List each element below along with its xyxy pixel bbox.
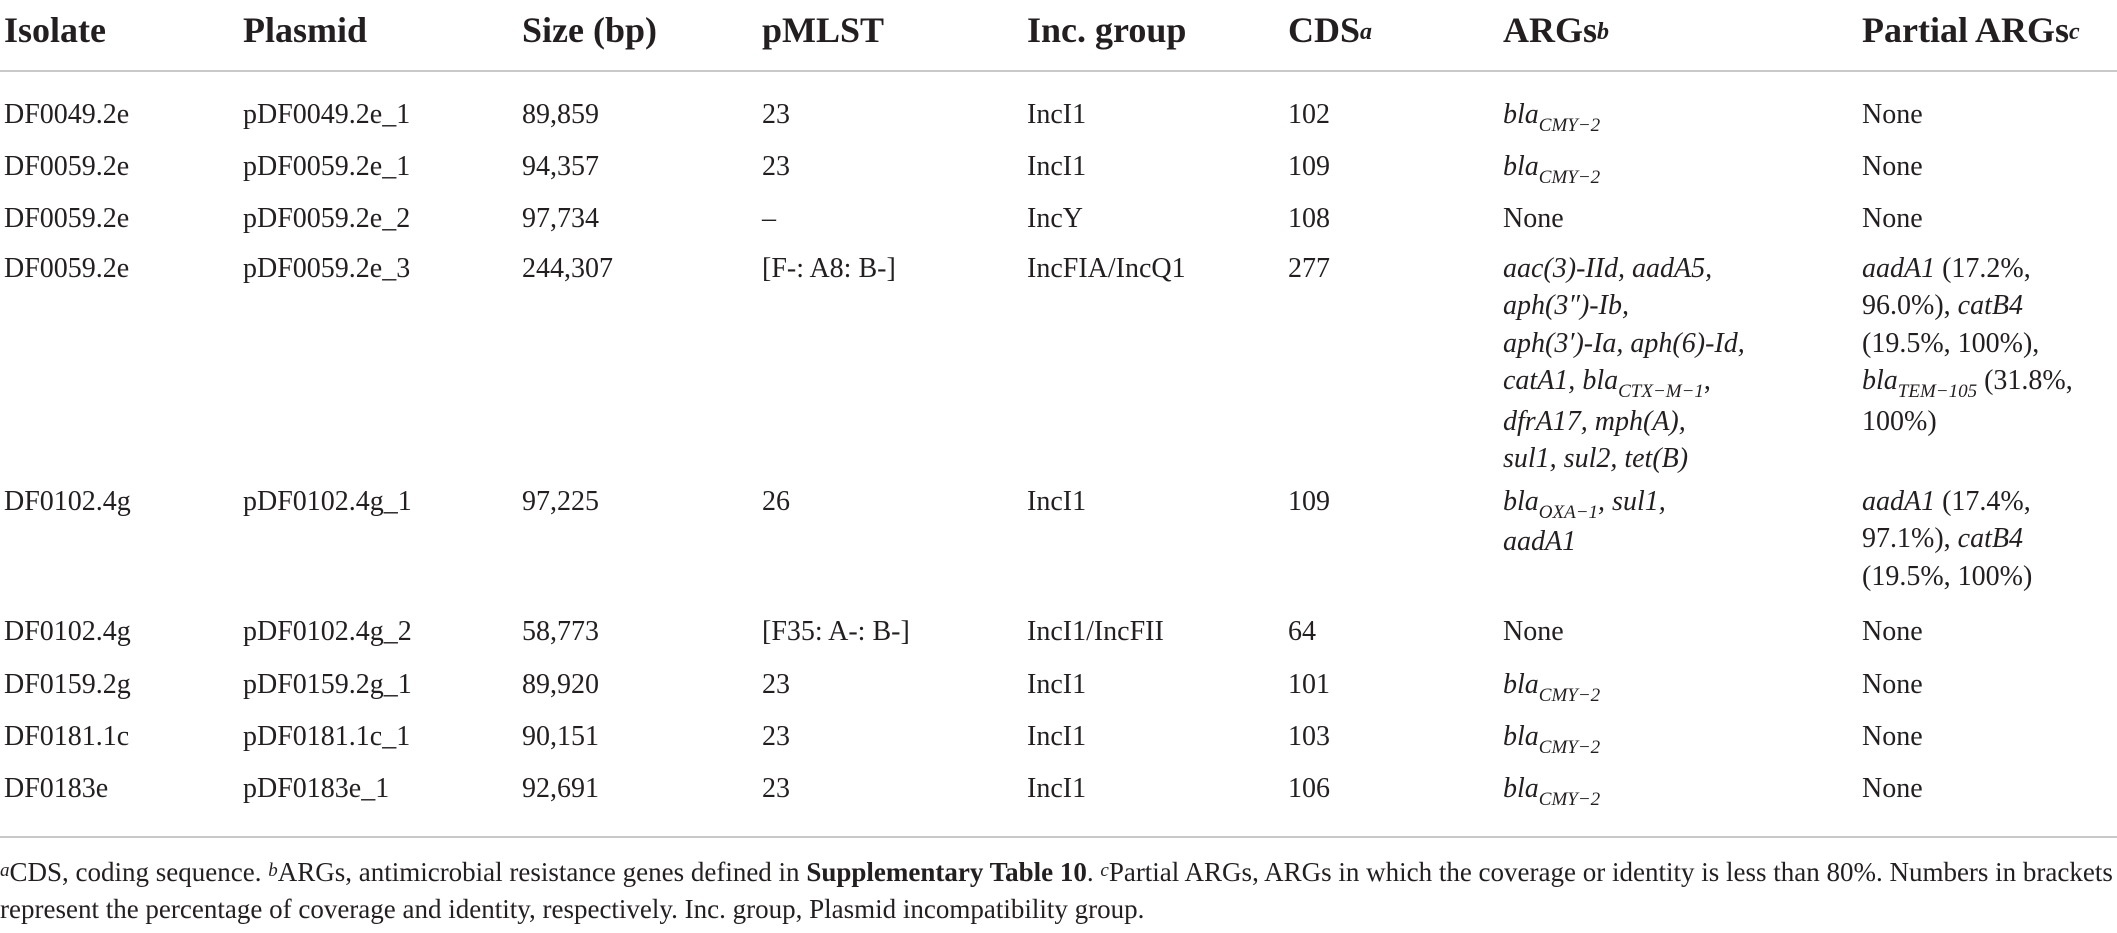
plasmid-cell: pDF0059.2e_3 xyxy=(243,253,411,284)
plasmid-cell: pDF0102.4g_1 xyxy=(243,486,412,517)
size-cell: 89,859 xyxy=(522,99,599,130)
partial-args-cell: None xyxy=(1862,721,1923,752)
pmlst-cell: 23 xyxy=(762,669,790,700)
cds-cell: 102 xyxy=(1288,99,1330,130)
pmlst-cell: 23 xyxy=(762,773,790,804)
isolate-cell: DF0183e xyxy=(4,773,109,804)
args-cell: bla$_{CMY-2}$ xyxy=(1503,721,1601,758)
args-cell: bla$_{OXA-1}$, sul1, aadA1 xyxy=(1503,486,1666,558)
cds-cell: 277 xyxy=(1288,253,1330,284)
header-inc-group: Inc. group xyxy=(1027,10,1187,50)
header-partial-args: Partial ARGs$^c$ xyxy=(1862,10,2080,50)
cds-cell: 106 xyxy=(1288,773,1330,804)
size-cell: 94,357 xyxy=(522,151,599,182)
plasmid-cell: pDF0049.2e_1 xyxy=(243,99,411,130)
plasmid-cell: pDF0059.2e_2 xyxy=(243,203,411,234)
inc-group-cell: IncI1 xyxy=(1027,773,1087,804)
args-cell: None xyxy=(1503,203,1564,234)
args-cell: bla$_{CMY-2}$ xyxy=(1503,151,1601,188)
isolate-cell: DF0102.4g xyxy=(4,616,131,647)
inc-group-cell: IncI1 xyxy=(1027,721,1087,752)
size-cell: 90,151 xyxy=(522,721,599,752)
inc-group-cell: IncI1 xyxy=(1027,99,1087,130)
supplementary-table-ref: Supplementary Table 10 xyxy=(806,857,1087,887)
size-cell: 244,307 xyxy=(522,253,613,284)
size-cell: 58,773 xyxy=(522,616,599,647)
plasmid-cell: pDF0102.4g_2 xyxy=(243,616,412,647)
pmlst-cell: [F35: A-: B-] xyxy=(762,616,910,647)
isolate-cell: DF0181.1c xyxy=(4,721,130,752)
args-cell: aac(3)-IId, aadA5, aph(3″)-Ib, aph(3′)-Ia, aph(6)-Id, catA1, bla$_{CTX-M-1}$, dfrA17, mph(A), sul1, sul2, tet(B) xyxy=(1503,253,1745,475)
isolate-cell: DF0102.4g xyxy=(4,486,131,517)
table-header xyxy=(0,0,2117,70)
cds-cell: 101 xyxy=(1288,669,1330,700)
cds-cell: 109 xyxy=(1288,151,1330,182)
args-cell: bla$_{CMY-2}$ xyxy=(1503,669,1601,706)
size-cell: 92,691 xyxy=(522,773,599,804)
inc-group-cell: IncI1 xyxy=(1027,669,1087,700)
isolate-cell: DF0059.2e xyxy=(4,151,130,182)
cds-cell: 103 xyxy=(1288,721,1330,752)
plasmid-cell: pDF0181.1c_1 xyxy=(243,721,411,752)
partial-args-cell: aadA1 (17.2%, 96.0%), catB4 (19.5%, 100%), bla$_{TEM-105}$ (31.8%, 100%) xyxy=(1862,253,2073,437)
header-isolate: Isolate xyxy=(4,10,106,50)
args-cell: bla$_{CMY-2}$ xyxy=(1503,773,1601,810)
size-cell: 97,734 xyxy=(522,203,599,234)
cds-cell: 108 xyxy=(1288,203,1330,234)
pmlst-cell: [F-: A8: B-] xyxy=(762,253,896,284)
partial-args-cell: None xyxy=(1862,616,1923,647)
header-args: ARGs$^b$ xyxy=(1503,10,1610,50)
plasmid-cell: pDF0159.2g_1 xyxy=(243,669,412,700)
isolate-cell: DF0049.2e xyxy=(4,99,130,130)
size-cell: 97,225 xyxy=(522,486,599,517)
size-cell: 89,920 xyxy=(522,669,599,700)
inc-group-cell: IncI1/IncFII xyxy=(1027,616,1164,647)
cds-cell: 64 xyxy=(1288,616,1316,647)
partial-args-cell: aadA1 (17.4%, 97.1%), catB4 (19.5%, 100%) xyxy=(1862,486,2033,592)
plasmid-cell: pDF0059.2e_1 xyxy=(243,151,411,182)
pmlst-cell: 23 xyxy=(762,721,790,752)
header-size: Size (bp) xyxy=(522,10,657,50)
inc-group-cell: IncFIA/IncQ1 xyxy=(1027,253,1186,284)
inc-group-cell: IncY xyxy=(1027,203,1083,234)
cds-cell: 109 xyxy=(1288,486,1330,517)
bottom-rule xyxy=(0,836,2117,838)
partial-args-cell: None xyxy=(1862,203,1923,234)
partial-args-cell: None xyxy=(1862,773,1923,804)
pmlst-cell: – xyxy=(762,203,776,234)
partial-args-cell: None xyxy=(1862,669,1923,700)
args-cell: bla$_{CMY-2}$ xyxy=(1503,99,1601,136)
isolate-cell: DF0159.2g xyxy=(4,669,131,700)
header-pmlst: pMLST xyxy=(762,10,885,50)
inc-group-cell: IncI1 xyxy=(1027,151,1087,182)
pmlst-cell: 23 xyxy=(762,99,790,130)
plasmid-cell: pDF0183e_1 xyxy=(243,773,390,804)
table-footnote xyxy=(0,854,2117,928)
partial-args-cell: None xyxy=(1862,99,1923,130)
inc-group-cell: IncI1 xyxy=(1027,486,1087,517)
footnote-line-2: represent the percentage of coverage and identity, respectively. Inc. group, Plasmid incompatibility group. xyxy=(0,894,1145,924)
isolate-cell: DF0059.2e xyxy=(4,203,130,234)
args-cell: None xyxy=(1503,616,1564,647)
pmlst-cell: 23 xyxy=(762,151,790,182)
header-rule xyxy=(0,70,2117,72)
footnote-line-1: $^a$CDS, coding sequence. $^b$ARGs, antimicrobial resistance genes defined in Supplementary Table 10. $^c$Partial ARGs, ARGs in which the coverage or identity is less than 80%. Numbers in brackets xyxy=(0,857,2113,887)
header-cds: CDS$^a$ xyxy=(1288,10,1373,50)
isolate-cell: DF0059.2e xyxy=(4,253,130,284)
pmlst-cell: 26 xyxy=(762,486,790,517)
partial-args-cell: None xyxy=(1862,151,1923,182)
header-plasmid: Plasmid xyxy=(243,10,368,50)
